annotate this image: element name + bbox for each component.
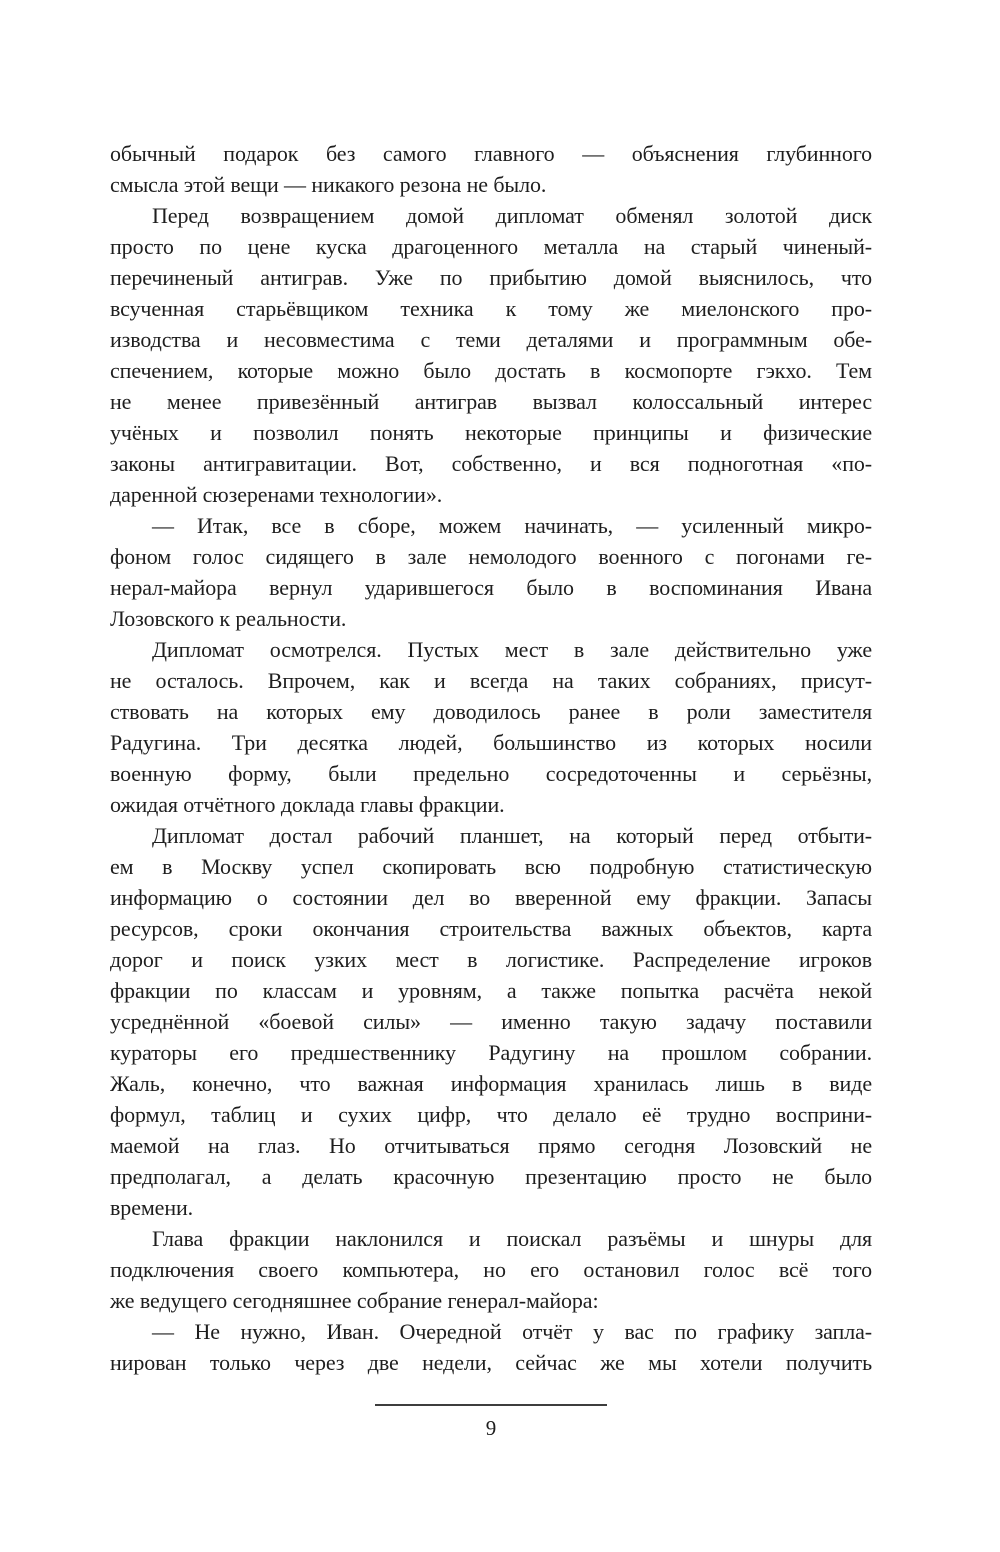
text-line: ем в Москву успел скопировать всю подробную статистическую <box>110 854 872 879</box>
text-line: Дипломат достал рабочий планшет, на который перед отбыти- <box>152 823 872 848</box>
text-line: предполагал, а делать красочную презентацию просто не было <box>110 1164 872 1189</box>
text-line: подключения своего компьютера, но его остановил голос всё того <box>110 1257 872 1282</box>
text-line: усреднённой «боевой силы» — именно такую задачу поставили <box>110 1009 872 1034</box>
text-line: Лозовского к реальности. <box>110 606 347 631</box>
text-line: смысла этой вещи — никакого резона не было. <box>110 172 547 197</box>
text-line: фракции по классам и уровням, а также попытка расчёта некой <box>110 978 872 1003</box>
text-line: Жаль, конечно, что важная информация хранилась лишь в виде <box>110 1071 872 1096</box>
text-line: информацию о состоянии дел во вверенной ему фракции. Запасы <box>110 885 872 910</box>
text-line: спечением, которые можно было достать в космопорте гэкхо. Тем <box>110 358 872 383</box>
paragraph <box>110 200 872 510</box>
paragraph <box>110 634 872 820</box>
page-number: 9 <box>485 1416 497 1440</box>
page-footer <box>110 1404 872 1441</box>
text-line: просто по цене куска драгоценного металла на старый чиненый- <box>110 234 872 259</box>
text-line: всученная старьёвщиком техника к тому же миелонского про- <box>110 296 872 321</box>
text-line: военную форму, были предельно сосредоточенны и серьёзны, <box>110 761 872 786</box>
text-line: обычный подарок без самого главного — объяснения глубинного <box>110 141 872 166</box>
text-line: ресурсов, сроки окончания строительства важных объектов, карта <box>110 916 872 941</box>
text-line: законы антигравитации. Вот, собственно, и вся подноготная «по- <box>110 451 872 476</box>
text-line: нирован только через две недели, сейчас же мы хотели получить <box>110 1350 872 1375</box>
text-line: формул, таблиц и сухих цифр, что делало её трудно восприни- <box>110 1102 872 1127</box>
text-line: изводства и несовместима с теми деталями и программным обе- <box>110 327 872 352</box>
text-line: Дипломат осмотрелся. Пустых мест в зале действительно уже <box>152 637 872 662</box>
text-line: дорог и поиск узких мест в логистике. Распределение игроков <box>110 947 872 972</box>
paragraph <box>110 820 872 1223</box>
paragraph <box>110 510 872 634</box>
text-line: кураторы его предшественнику Радугину на прошлом собрании. <box>110 1040 872 1065</box>
text-line: даренной сюзеренами технологии». <box>110 482 443 507</box>
paragraph <box>110 1316 872 1378</box>
text-line: не осталось. Впрочем, как и всегда на таких собраниях, присут- <box>110 668 872 693</box>
paragraph <box>110 1223 872 1316</box>
page-text <box>110 138 872 1378</box>
text-line: фоном голос сидящего в зале немолодого военного с погонами ге- <box>110 544 872 569</box>
text-line: учёных и позволил понять некоторые принципы и физические <box>110 420 872 445</box>
text-line: ожидая отчётного доклада главы фракции. <box>110 792 505 817</box>
paragraph <box>110 138 872 200</box>
text-line: маемой на глаз. Но отчитываться прямо сегодня Лозовский не <box>110 1133 872 1158</box>
text-line: Радугина. Три десятка людей, большинство из которых носили <box>110 730 872 755</box>
text-line: Перед возвращением домой дипломат обменял золотой диск <box>152 203 872 228</box>
text-line: ствовать на которых ему доводилось ранее в роли заместителя <box>110 699 872 724</box>
text-line: Глава фракции наклонился и поискал разъёмы и шнуры для <box>152 1226 872 1251</box>
text-line: не менее привезённый антиграв вызвал колоссальный интерес <box>110 389 872 414</box>
text-line: — Итак, все в сборе, можем начинать, — усиленный микро- <box>152 513 872 538</box>
footer-rule <box>375 1404 607 1406</box>
text-line: перечиненый антиграв. Уже по прибытию домой выяснилось, что <box>110 265 872 290</box>
text-line: же ведущего сегодняшнее собрание генерал-майора: <box>110 1288 599 1313</box>
text-line: — Не нужно, Иван. Очередной отчёт у вас по графику запла- <box>152 1319 872 1344</box>
text-line: времени. <box>110 1195 194 1220</box>
text-line: нерал-майора вернул ударившегося было в воспоминания Ивана <box>110 575 872 600</box>
